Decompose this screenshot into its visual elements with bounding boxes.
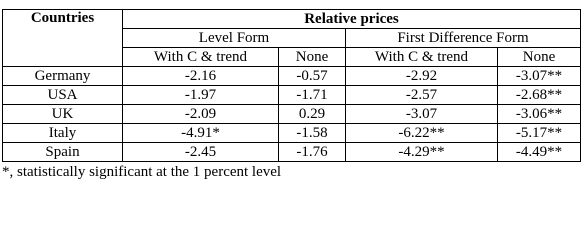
subheader-diff-none: None — [498, 48, 581, 67]
table-row — [3, 143, 581, 162]
country-cell: USA — [3, 86, 123, 105]
value-cell: -2.57 — [346, 86, 498, 105]
value-cell: -0.57 — [279, 67, 346, 86]
subheader-level-with-c-trend: With C & trend — [123, 48, 279, 67]
value-cell: -1.71 — [279, 86, 346, 105]
subheader-diff-with-c-trend: With C & trend — [346, 48, 498, 67]
table-row — [3, 67, 581, 86]
first-difference-form-header: First Difference Form — [346, 29, 581, 48]
significance-footnote: *, statistically significant at the 1 percent level — [2, 164, 282, 180]
value-cell: 0.29 — [279, 105, 346, 124]
value-cell: -2.45 — [123, 143, 279, 162]
value-cell: -2.92 — [346, 67, 498, 86]
country-cell: Spain — [3, 143, 123, 162]
results-table-container — [0, 9, 584, 162]
value-cell: -1.97 — [123, 86, 279, 105]
value-cell: -2.68** — [498, 86, 581, 105]
value-cell: -1.76 — [279, 143, 346, 162]
value-cell: -3.06** — [498, 105, 581, 124]
value-cell: -5.17** — [498, 124, 581, 143]
value-cell: -3.07** — [498, 67, 581, 86]
country-cell: UK — [3, 105, 123, 124]
table-row — [3, 124, 581, 143]
value-cell: -3.07 — [346, 105, 498, 124]
value-cell: -4.29** — [346, 143, 498, 162]
value-cell: -4.91* — [123, 124, 279, 143]
subheader-level-none: None — [279, 48, 346, 67]
header-row-1 — [3, 10, 581, 29]
unit-root-results-table — [2, 9, 581, 162]
level-form-header: Level Form — [123, 29, 346, 48]
value-cell: -4.49** — [498, 143, 581, 162]
value-cell: -6.22** — [346, 124, 498, 143]
relative-prices-header: Relative prices — [123, 10, 581, 29]
value-cell: -2.09 — [123, 105, 279, 124]
table-row — [3, 86, 581, 105]
value-cell: -1.58 — [279, 124, 346, 143]
countries-header: Countries — [3, 10, 123, 67]
value-cell: -2.16 — [123, 67, 279, 86]
country-cell: Italy — [3, 124, 123, 143]
table-row — [3, 105, 581, 124]
country-cell: Germany — [3, 67, 123, 86]
